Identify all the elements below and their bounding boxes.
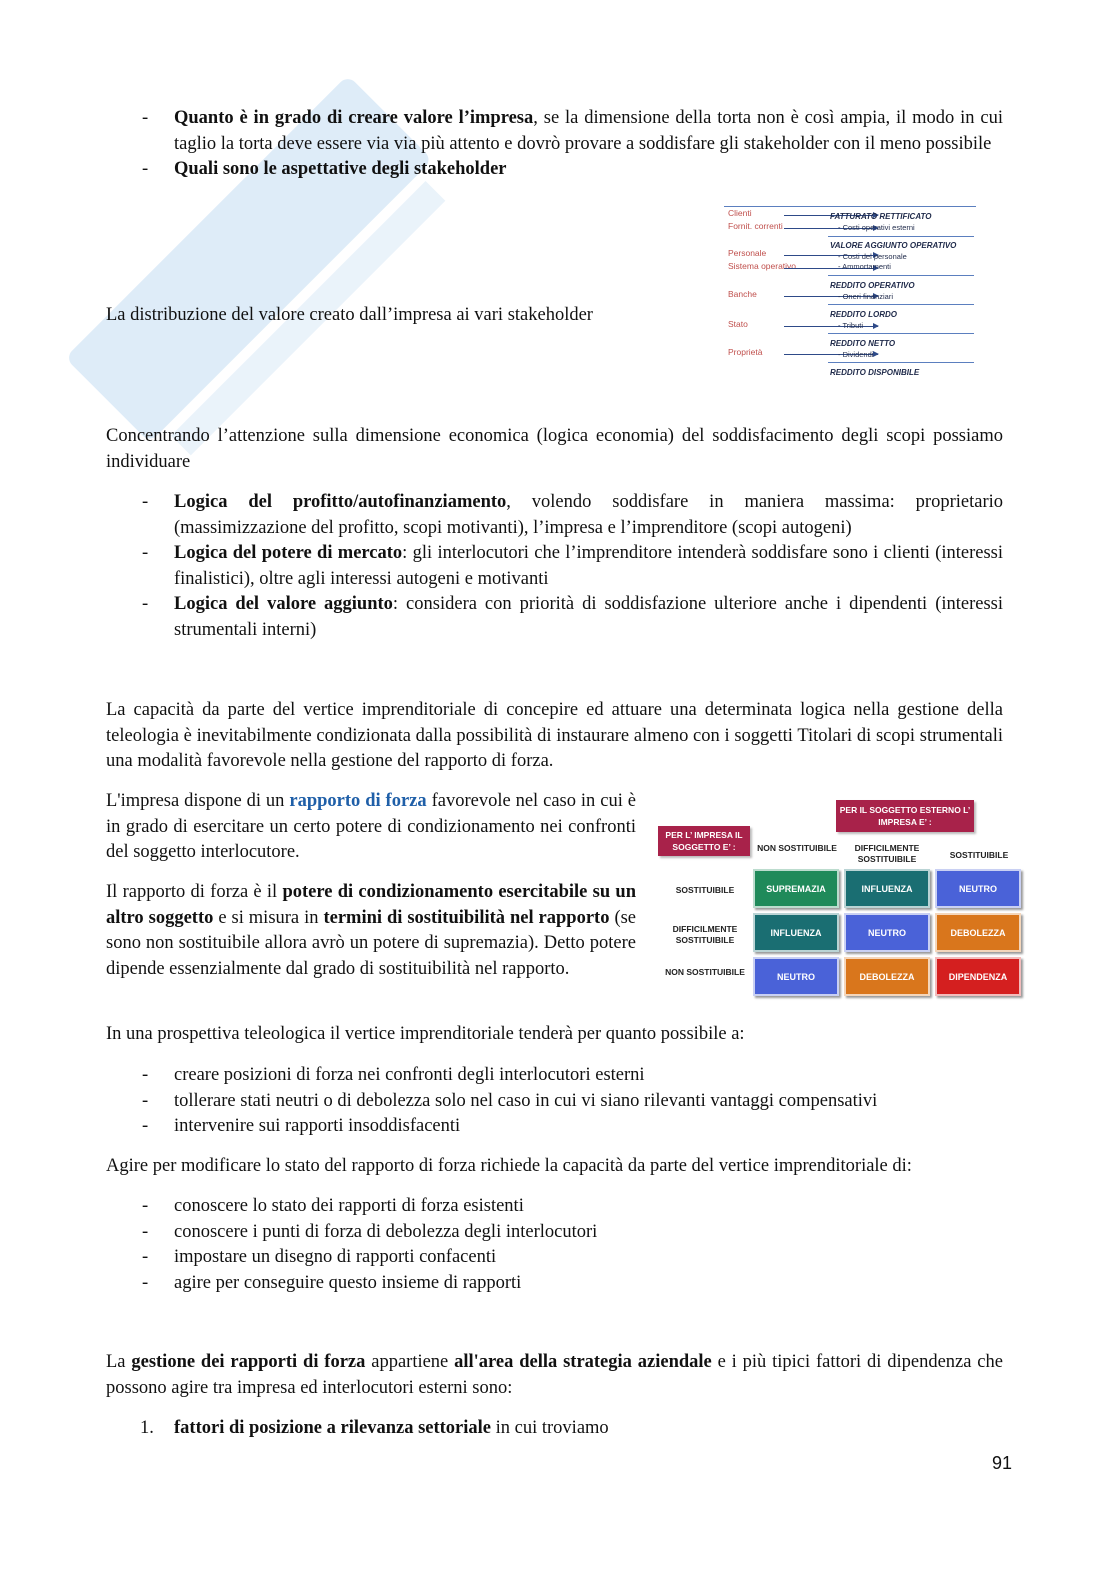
bold-span: all'area della strategia aziendale [454, 1352, 712, 1372]
text-span: Il rapporto di forza è il [106, 882, 283, 902]
intro-list [106, 106, 1003, 183]
chart-source-label: Stato [728, 319, 748, 329]
chart-subtitle: - Ammortamenti [838, 262, 891, 271]
list-item [106, 1416, 1003, 1442]
list-item-bold: Logica del valore aggiunto [174, 594, 393, 614]
teleological-list-block [106, 1063, 1003, 1140]
bold-span: termini di sostituibilità nel rapporto [323, 907, 610, 928]
matrix-row-header-box: PER L’ IMPRESA IL SOGGETTO E’ : [658, 826, 750, 856]
list-item-text: , volendo soddisfare in maniera massima: proprietario (massimizzazione del profitto, scopi motivanti), l’impresa e l’imprenditore (scopi autogeni) [174, 492, 1003, 538]
chart-title: VALORE AGGIUNTO OPERATIVO [830, 241, 957, 250]
chart-source-label: Fornit. correnti [728, 221, 783, 231]
chart-subtitle: - Dividendi [838, 350, 874, 359]
chart-subtitle: - Costi del personale [838, 252, 907, 261]
matrix-cell: DEBOLEZZA [844, 957, 930, 996]
list-item-text: , se la dimensione della torta non è così ampia, il modo in cui taglio la torta deve essere via via più attento e dovrò provare a soddisfare gli stakeholder con il meno possibile [174, 108, 1003, 154]
text-span: L'impresa dispone di un [106, 791, 290, 811]
matrix-cell: DIPENDENZA [935, 957, 1021, 996]
matrix-cell: INFLUENZA [753, 913, 839, 952]
chart-title: REDDITO DISPONIBILE [830, 368, 920, 377]
definition-paragraph [106, 880, 636, 982]
text-span: appartiene [365, 1352, 455, 1372]
list-item: - tollerare stati neutri o di debolezza solo nel caso in cui vi siano rilevanti vantaggi compensativi [106, 1089, 1003, 1115]
chart-rule [828, 333, 974, 334]
list-item-bold: Quali sono le aspettative degli stakeholder [174, 159, 507, 179]
chart-rule [828, 275, 974, 276]
list-item [106, 106, 1003, 157]
rapporto-di-forza-term: rapporto di forza [289, 791, 427, 811]
list-item: - impostare un disegno di rapporti confacenti [106, 1245, 1003, 1271]
list-item [106, 592, 1003, 643]
logic-list [106, 490, 1003, 643]
force-paragraph [106, 789, 636, 866]
list-item-bold: fattori di posizione a rilevanza settoriale [174, 1418, 492, 1438]
list-item [106, 541, 1003, 592]
matrix-column-label: NON SOSTITUIBILE [757, 843, 837, 853]
chart-title: FATTURATO RETTIFICATO [830, 212, 932, 221]
list-item [106, 157, 1003, 183]
chart-arrow [784, 326, 878, 327]
matrix-row-label: NON SOSTITUIBILE [665, 967, 745, 977]
act-intro: Agire per modificare lo stato del rapporto di forza richiede la capacità da parte del vertice imprenditoriale di: [106, 1156, 912, 1176]
list-item: - creare posizioni di forza nei confronti degli interlocutori esterni [106, 1063, 1003, 1089]
concentrating-paragraph: Concentrando l’attenzione sulla dimensione economica (logica economia) del soddisfacimento degli scopi possiamo individuare [106, 426, 1003, 472]
factors-list-block [106, 1416, 1003, 1442]
list-item-text: : considera con priorità di soddisfazione ulteriore anche i dipendenti (interessi strumentali interni) [174, 594, 1004, 640]
list-item-text: in cui troviamo [491, 1418, 609, 1438]
capacity-paragraph: La capacità da parte del vertice imprenditoriale di concepire ed attuare una determinata logica nella gestione della teleologia è inevitabilmente condizionata dalla possibilità di instaurare almeno con i soggetti Titolari di scopi strumentali una modalità favorevole nella gestione del rapporto di forza. [106, 700, 1003, 771]
chart-title: REDDITO OPERATIVO [830, 281, 915, 290]
list-item-bold: Logica del profitto/autofinanziamento [174, 492, 507, 512]
list-item-text: : gli interlocutori che l’imprenditore intenderà soddisfare sono i clienti (interessi finalistici), oltre agli interessi autogeni e motivanti [174, 543, 1003, 589]
chart-source-label: Sistema operativo [728, 261, 797, 271]
list-item: - conoscere lo stato dei rapporti di forza esistenti [106, 1194, 1003, 1220]
matrix-row-label: SOSTITUIBILE [675, 885, 735, 895]
bold-span: gestione dei rapporti di forza [131, 1352, 366, 1372]
distribution-caption: La distribuzione del valore creato dall’impresa ai vari stakeholder [106, 305, 593, 325]
text-span: e i più tipici fattori di dipendenza che possono agire tra impresa ed interlocutori esterni sono: [106, 1352, 1003, 1398]
chart-source-label: Personale [728, 248, 767, 258]
list-item: - agire per conseguire questo insieme di rapporti [106, 1271, 1003, 1297]
matrix-cell: DEBOLEZZA [935, 913, 1021, 952]
matrix-cell: INFLUENZA [844, 869, 930, 908]
chart-source-label: Proprietà [728, 347, 763, 357]
matrix-column-label: SOSTITUIBILE [949, 850, 1009, 860]
matrix-cell: NEUTRO [753, 957, 839, 996]
force-relationship-matrix [656, 796, 1026, 1006]
distribution-chart [720, 206, 976, 386]
chart-source-label: Banche [728, 289, 757, 299]
list-marker: 1. [140, 1418, 154, 1438]
matrix-cell: NEUTRO [844, 913, 930, 952]
chart-rule [828, 362, 974, 363]
text-span: e si misura in [213, 907, 324, 928]
chart-subtitle: - Oneri finanziari [838, 292, 894, 301]
chart-rule [724, 206, 976, 207]
chart-rule [828, 236, 974, 237]
act-list [106, 1194, 1003, 1296]
management-paragraph [106, 1350, 1003, 1401]
chart-title: REDDITO NETTO [830, 339, 896, 348]
teleological-intro: In una prospettiva teleologica il vertice imprenditoriale tenderà per quanto possibile a: [106, 1024, 745, 1044]
chart-title: REDDITO LORDO [830, 310, 897, 319]
intro-list-block [106, 106, 1003, 183]
matrix-cell: NEUTRO [935, 869, 1021, 908]
list-item: - conoscere i punti di forza di debolezza degli interlocutori [106, 1220, 1003, 1246]
list-item: - intervenire sui rapporti insoddisfacenti [106, 1114, 1003, 1140]
chart-subtitle: - Costi operativi esterni [838, 223, 915, 232]
matrix-column-header-box: PER IL SOGGETTO ESTERNO L’ IMPRESA E’ : [836, 800, 974, 832]
list-item-bold: Logica del potere di mercato [174, 543, 403, 563]
chart-subtitle: - Tributi [838, 321, 864, 330]
factors-list [106, 1416, 1003, 1442]
list-item-bold: Quanto è in grado di creare valore l’impresa [174, 108, 534, 128]
text-span: (se sono non sostituibile allora avrò un potere di supremazia). Detto potere dipende essenzialmente dal grado di sostituibilità nel rapporto. [106, 907, 637, 979]
act-list-block [106, 1194, 1003, 1296]
chart-source-label: Clienti [728, 208, 752, 218]
page-number: 91 [991, 1453, 1012, 1473]
list-item [106, 490, 1003, 541]
bold-span: potere di condizionamento esercitabile su un altro soggetto [106, 882, 636, 928]
text-span: favorevole nel caso in cui è in grado di esercitare un certo potere di condizionamento nei confronti del soggetto interlocutore. [106, 791, 636, 862]
text-span: La [106, 1352, 132, 1372]
chart-rule [828, 304, 974, 305]
matrix-column-label: DIFFICILMENTE SOSTITUIBILE [854, 843, 920, 864]
logic-list-block [106, 490, 1003, 643]
matrix-row-label: DIFFICILMENTE SOSTITUIBILE [672, 924, 738, 945]
teleological-list [106, 1063, 1003, 1140]
matrix-cell: SUPREMAZIA [753, 869, 839, 908]
